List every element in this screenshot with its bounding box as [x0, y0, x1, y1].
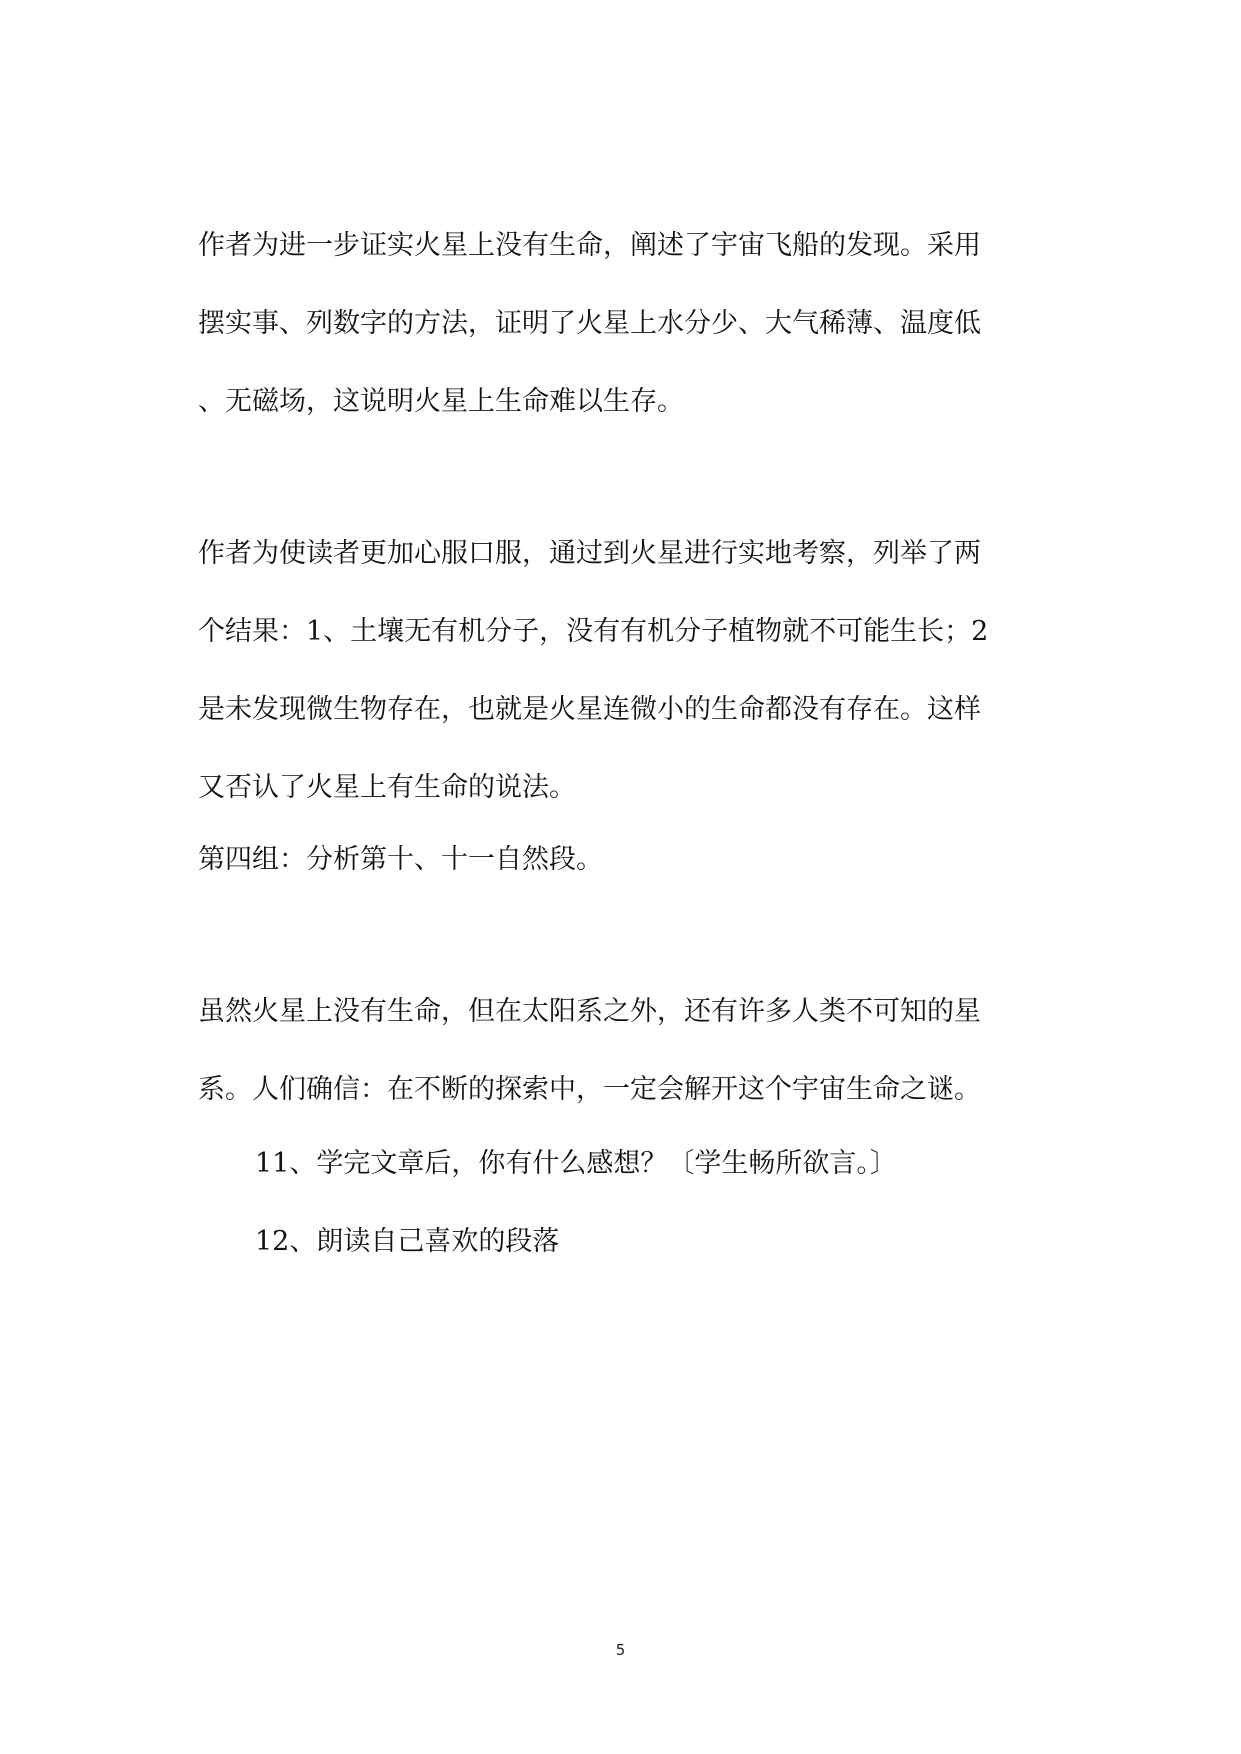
item-11: 11、学完文章后，你有什么感想？〔学生畅所欲言。〕: [255, 1148, 897, 1179]
paragraph-4-line-1: 虽然火星上没有生命，但在太阳系之外，还有许多人类不可知的星: [198, 996, 981, 1027]
paragraph-2-line-2: 个结果：1、土壤无有机分子，没有有机分子植物就不可能生长；2: [198, 616, 989, 647]
paragraph-2-line-4: 又否认了火星上有生命的说法。: [198, 772, 576, 803]
page-number: 5: [615, 1641, 626, 1659]
paragraph-1-line-3: 、无磁场，这说明火星上生命难以生存。: [198, 386, 684, 417]
paragraph-1-line-1: 作者为进一步证实火星上没有生命，阐述了宇宙飞船的发现。采用: [198, 230, 981, 261]
paragraph-4-line-2: 系。人们确信：在不断的探索中，一定会解开这个宇宙生命之谜。: [198, 1074, 981, 1105]
section-heading-group-four: 第四组：分析第十、十一自然段。: [198, 844, 603, 875]
item-12: 12、朗读自己喜欢的段落: [255, 1226, 560, 1257]
paragraph-1-line-2: 摆实事、列数字的方法，证明了火星上水分少、大气稀薄、温度低: [198, 308, 981, 339]
paragraph-2-line-1: 作者为使读者更加心服口服，通过到火星进行实地考察，列举了两: [198, 538, 981, 569]
paragraph-2-line-3: 是未发现微生物存在，也就是火星连微小的生命都没有存在。这样: [198, 694, 981, 725]
